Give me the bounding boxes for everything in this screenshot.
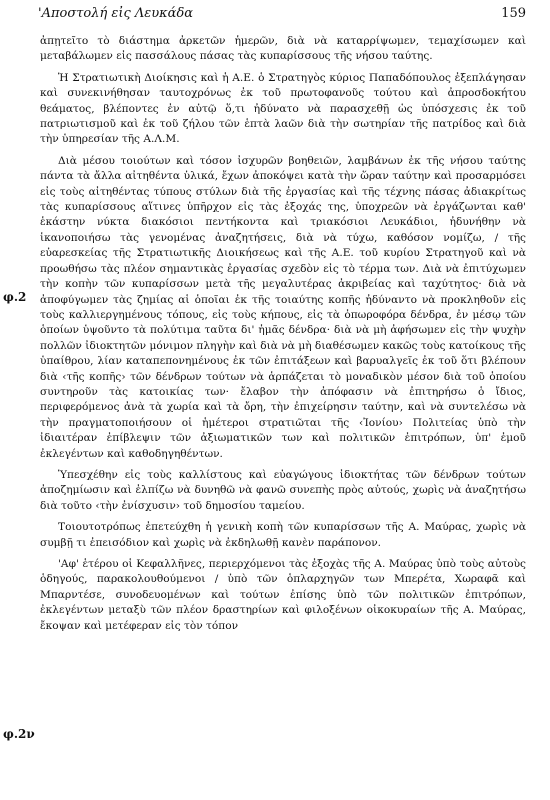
paragraph-2: Ἡ Στρατιωτικὴ Διοίκησις καὶ ἡ Α.Ε. ὁ Στρατηγὸς κύριος Παπαδόπουλος ἐξεπλάγησαν καὶ συνεκινήθησαν ταυτοχρόνως ἐκ τοῦ πρωτοφανοῦς τούτου καὶ ἀπροσδοκήτου θεάματος, βλέποντες ἐν αὐτῷ ὅ,τι ἠδύνατο νὰ παρασχεθῇ ὡς ὑπόσχεσις ἐκ τοῦ πατριωτισμοῦ καὶ ἐκ τοῦ ζήλου τῶν ἑπτὰ λαῶν διὰ τὴν σωτηρίαν τῆς πατρίδος καὶ διὰ τὴν ὑπηρεσίαν τῆς Α.Λ.Μ. bbox=[40, 71, 526, 146]
paragraph-4: Ὑπεσχέθην εἰς τοὺς καλλίστους καὶ εὐαγώγους ἰδιοκτήτας τῶν δένδρων τούτων ἀποζημίωσιν καὶ ἐλπίζω νὰ δυνηθῶ νὰ φανῶ συνεπὴς πρὸς αὐτούς, χωρὶς νὰ ἀναζητήσω διὰ τοῦτο ‹τὴν ἐνίσχυσιν› τοῦ δημοσίου ταμείου. bbox=[40, 468, 526, 512]
running-header bbox=[38, 6, 526, 24]
paragraph-1: ἀπῃτεῖτο τὸ διάστημα ἀρκετῶν ἡμερῶν, διὰ νὰ καταρρίψωμεν, τεμαχίσωμεν καὶ μεταβάλωμεν εἰς πασσάλους πάσας τὰς κυπαρίσσους τῆς νήσου ταύτης. bbox=[40, 35, 526, 63]
running-title: 'Αποστολή εἰς Λευκάδα bbox=[38, 6, 194, 21]
margin-note-folio-2: φ.2 bbox=[3, 290, 27, 304]
margin-note-folio-2v: φ.2ν bbox=[3, 727, 35, 741]
paragraph-5: Τοιουτοτρόπως ἐπετεύχθη ἡ γενικὴ κοπὴ τῶν κυπαρίσσων τῆς Α. Μαύρας, χωρὶς νὰ συμβῇ τι ἐπεισόδιον καὶ χωρὶς νὰ ἐκδηλωθῇ κανὲν παράπονον. bbox=[40, 521, 526, 549]
paragraph-6: 'Αφ' ἑτέρου οἱ Κεφαλλῆνες, περιερχόμενοι τὰς ἐξοχὰς τῆς Α. Μαύρας ὑπὸ τοὺς αὐτοὺς ὁδηγούς, παρακολουθούμενοι / ὑπὸ τῶν ὁπλαρχηγῶν των Μπερέτα, Χωραφᾶ καὶ Μπαρντέσε, συνοδευομένων καὶ τούτων ἐπίσης ὑπὸ τῶν πολιτικῶν ἐπιτρόπων, ἐκλεγέντων μεταξὺ τῶν πλέον δραστηρίων καὶ φιλοξένων οἰκοκυραίων τῆς Α. Μαύρας, ἔκοψαν καὶ μετέφεραν εἰς τὸν τόπον bbox=[40, 558, 526, 632]
paragraph-3: Διὰ μέσου τοιούτων καὶ τόσον ἰσχυρῶν βοηθειῶν, λαμβάνων ἐκ τῆς νήσου ταύτης πάντα τὰ ἄλλα αἰτηθέντα ὑλικά, ἔχων ἀποκόψει κατὰ τὴν ὥραν ταύτην καὶ προσαρμόσει εἰς τοὺς αἰτηθέντας τύπους στύλων διὰ τῆς ἐργασίας καὶ τῆς τέχνης πάσας ἀδιακρίτως τὰς κυπαρίσσους αἵτινες ὑπῆρχον εἰς τὰς ἐξοχάς της, ὑποχρεῶν νὰ ἐργάζωνται καθ' ἑκάστην νύκτα διακόσιοι πεντήκοντα καὶ τριακόσιοι Λευκάδιοι, ἠδυνήθην νὰ ἱκανοποιήσω τὰς γενομένας ἀναζητήσεις, διὰ νὰ τύχω, καθόσον νομίζω, / τῆς εὐαρεσκείας τῆς Στρατιωτικῆς Διοικήσεως καὶ τῆς Α.Ε. τοῦ κυρίου Στρατηγοῦ καὶ νὰ προωθήσω τὰς πλέον σημαντικὰς ἐργασίας σχεδὸν εἰς τὸ τέρμα των. Διὰ νὰ ἐπιτύχωμεν τὴν κοπὴν τῶν κυπαρίσσων μετὰ τῆς μεγαλυτέρας ἀκριβείας καὶ ταχύτητος· διὰ νὰ ἀποφύγωμεν τὰς ζημίας αἱ ὁποῖαι ἐκ τῆς τοιαύτης κοπῆς ἠδύναντο νὰ προκληθοῦν εἰς τοὺς καλλιεργημένους τόπους, εἰς τοὺς κήπους, εἰς τὰ ὀπωροφόρα δένδρα, ἐν μέσῳ τῶν ὁποίων ὑψοῦντο τὰ πολύτιμα ταῦτα δι' ἡμᾶς δένδρα· διὰ νὰ μὴ ἀφήσωμεν εἰς τὴν ψυχὴν πολλῶν ἰδιοκτητῶν μόνιμον πληγὴν καὶ διὰ νὰ μὴ διαθέσωμεν κακῶς τοὺς κατοίκους τῆς ὑπαίθρου, λίαν καταπεπονημένους ἐκ τῶν ἐπιτάξεων καὶ βαρυαλγεῖς ἐκ τοῦ ὅτι βλέπουν διὰ ‹τῆς κοπῆς› τῶν δένδρων τούτων νὰ ἁρπάζεται τὸ μοναδικὸν μέσον διὰ τοῦ ὁποίου συντηροῦν τὰς κατοικίας των· ἔλαβον τὴν ἀπόφασιν νὰ ἐπιτηρήσω ὁ ἴδιος, περιφερόμενος ἀνὰ τὰ χωρία καὶ τὰ ὄρη, τὴν ἐπιχείρησιν ταύτην, καὶ νὰ συντελέσω νὰ τὴν πραγματοποιήσουν οἱ ἡμέτεροι στρατιῶται τῆς ‹Ἰονίου› Πολιτείας ὑπὸ τὴν ἰδιαιτέραν ἐπίβλεψιν τῶν ἀξιωματικῶν των καὶ πολιτικῶν ἐπιτρόπων, ὑπ' ἐμοῦ ἐκλεγέντων καὶ καθοδηγηθέντων. bbox=[40, 154, 526, 460]
page-number: 159 bbox=[501, 6, 526, 21]
body-text bbox=[40, 34, 526, 640]
